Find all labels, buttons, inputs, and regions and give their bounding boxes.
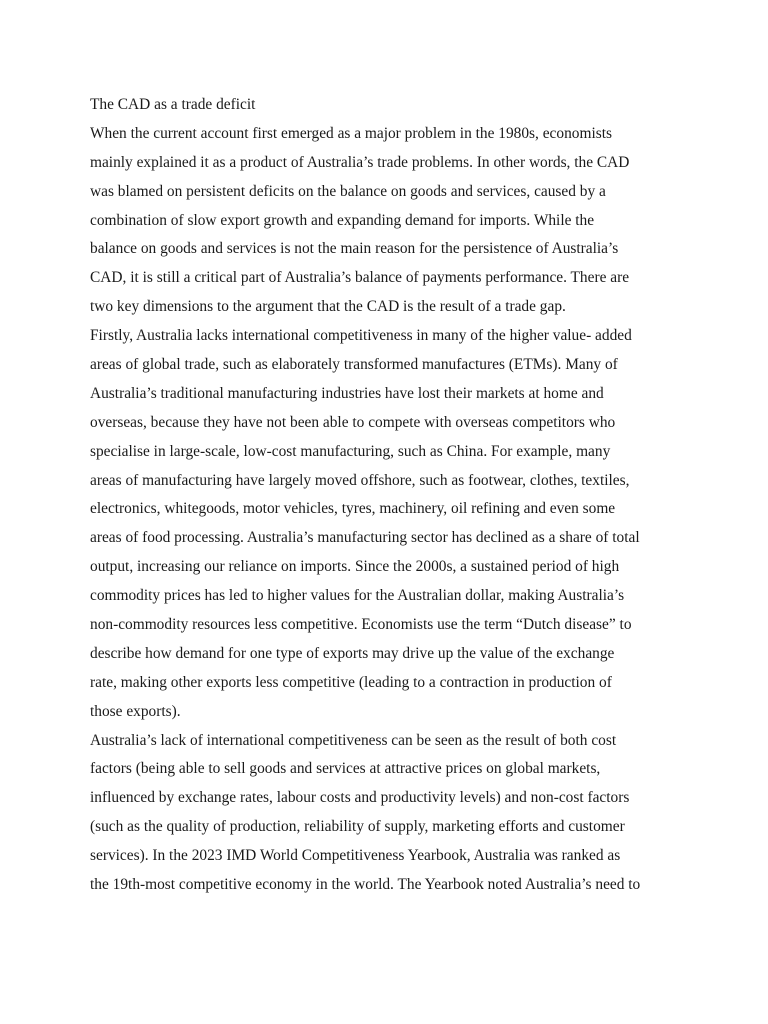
text-line: areas of global trade, such as elaborately transformed manufactures (ETMs). Many of <box>90 356 618 374</box>
text-line: commodity prices has led to higher values for the Australian dollar, making Australia’s <box>90 587 625 605</box>
text-line: rate, making other exports less competitive (leading to a contraction in production of <box>90 673 612 691</box>
text-line: factors (being able to sell goods and services at attractive prices on global markets, <box>90 760 601 778</box>
text-line: combination of slow export growth and expanding demand for imports. While the <box>90 211 595 229</box>
text-line: Firstly, Australia lacks international competitiveness in many of the higher value- added <box>90 327 632 345</box>
text-line: When the current account first emerged as a major problem in the 1980s, economists <box>90 124 612 142</box>
text-line: mainly explained it as a product of Australia’s trade problems. In other words, the CAD <box>90 153 630 171</box>
document-body <box>90 91 690 900</box>
text-line: electronics, whitegoods, motor vehicles, tyres, machinery, oil refining and even some <box>90 500 616 518</box>
section-heading: The CAD as a trade deficit <box>90 96 256 113</box>
text-line: Australia’s traditional manufacturing industries have lost their markets at home and <box>90 384 604 402</box>
text-line: overseas, because they have not been able to compete with overseas competitors who <box>90 413 616 431</box>
text-line: CAD, it is still a critical part of Australia’s balance of payments performance. There are <box>90 269 630 287</box>
text-line: (such as the quality of production, reliability of supply, marketing efforts and customer <box>90 818 625 836</box>
text-line: balance on goods and services is not the main reason for the persistence of Australia’s <box>90 240 619 258</box>
text-line: areas of manufacturing have largely moved offshore, such as footwear, clothes, textiles, <box>90 471 630 489</box>
text-line: was blamed on persistent deficits on the balance on goods and services, caused by a <box>90 182 606 200</box>
text-line: influenced by exchange rates, labour costs and productivity levels) and non-cost factors <box>90 789 630 807</box>
text-line: Australia’s lack of international competitiveness can be seen as the result of both cost <box>90 731 617 749</box>
text-line: non-commodity resources less competitive. Economists use the term “Dutch disease” to <box>90 616 632 634</box>
text-line: the 19th-most competitive economy in the world. The Yearbook noted Australia’s need to <box>90 876 641 894</box>
text-line: specialise in large-scale, low-cost manufacturing, such as China. For example, many <box>90 442 611 460</box>
text-line: two key dimensions to the argument that the CAD is the result of a trade gap. <box>90 298 566 316</box>
text-line: services). In the 2023 IMD World Competitiveness Yearbook, Australia was ranked as <box>90 847 621 865</box>
text-line: areas of food processing. Australia’s manufacturing sector has declined as a share of total <box>90 529 640 547</box>
text-line: output, increasing our reliance on imports. Since the 2000s, a sustained period of high <box>90 558 620 576</box>
text-line: those exports). <box>90 702 181 720</box>
text-line: describe how demand for one type of exports may drive up the value of the exchange <box>90 644 615 662</box>
